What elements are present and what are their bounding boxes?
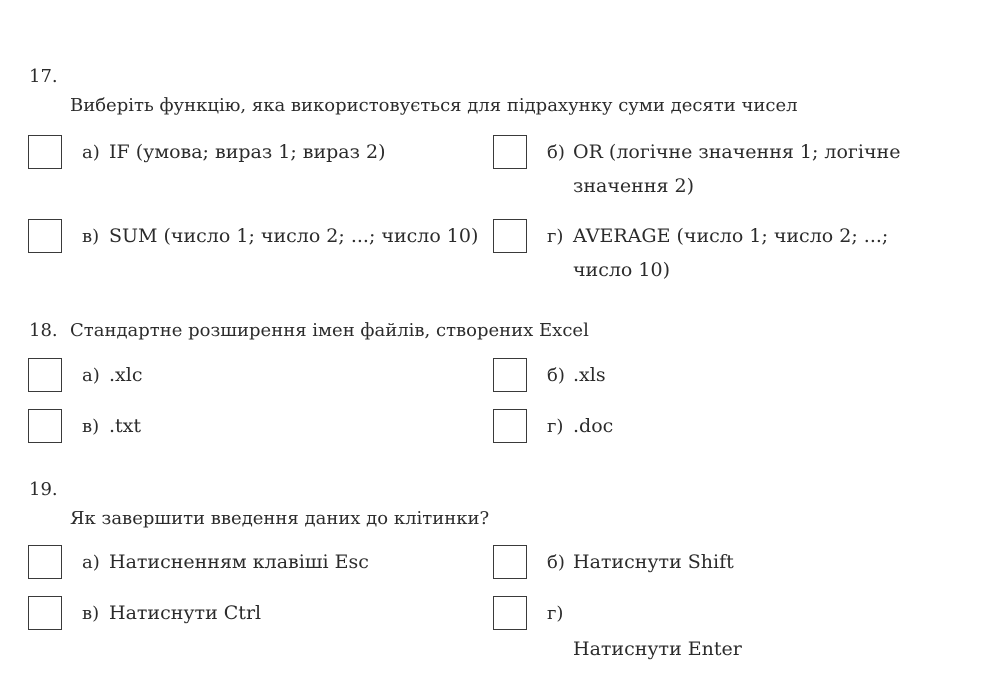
answer-checkbox-b[interactable] xyxy=(493,545,527,579)
option-text: Натиснути Enter xyxy=(573,638,742,660)
option-text: .xls xyxy=(573,364,606,386)
option-text: .txt xyxy=(109,415,142,437)
option-text: .doc xyxy=(573,415,614,437)
answer-checkbox-a[interactable] xyxy=(28,545,62,579)
answer-checkbox-b[interactable] xyxy=(493,135,527,169)
answer-checkbox-c[interactable] xyxy=(28,596,62,630)
option-letter: в) xyxy=(82,226,100,247)
answer-checkbox-a[interactable] xyxy=(28,358,62,392)
question-number: 19. xyxy=(29,479,58,500)
answer-checkbox-d[interactable] xyxy=(493,219,527,253)
option-letter: г) xyxy=(547,603,564,624)
question-text: Виберіть функцію, яка використовується для підрахунку суми десяти чисел xyxy=(70,95,798,116)
option-letter: б) xyxy=(547,365,565,386)
option-text: Натисненням клавіші Esc xyxy=(109,551,369,573)
answer-checkbox-c[interactable] xyxy=(28,219,62,253)
question-number: 18. xyxy=(29,320,58,341)
option-letter: б) xyxy=(547,142,565,163)
option-letter: б) xyxy=(547,552,565,573)
option-text: AVERAGE (число 1; число 2; ...; число 10) xyxy=(573,225,889,281)
option-letter: в) xyxy=(82,416,100,437)
option-text: Натиснути Shift xyxy=(573,551,734,573)
option-text: OR (логічне значення 1; логічне значення 2) xyxy=(573,141,901,197)
option-letter: в) xyxy=(82,603,100,624)
answer-checkbox-a[interactable] xyxy=(28,135,62,169)
question-number: 17. xyxy=(29,66,58,87)
answer-checkbox-c[interactable] xyxy=(28,409,62,443)
option-text: IF (умова; вираз 1; вираз 2) xyxy=(109,141,386,163)
option-letter: а) xyxy=(82,552,100,573)
answer-checkbox-d[interactable] xyxy=(493,596,527,630)
option-text: Натиснути Ctrl xyxy=(109,602,262,624)
option-text: .xlc xyxy=(109,364,143,386)
option-letter: а) xyxy=(82,142,100,163)
question-text: Стандартне розширення імен файлів, створених Excel xyxy=(70,320,589,341)
answer-checkbox-d[interactable] xyxy=(493,409,527,443)
option-letter: г) xyxy=(547,226,564,247)
option-letter: а) xyxy=(82,365,100,386)
answer-checkbox-b[interactable] xyxy=(493,358,527,392)
question-text: Як завершити введення даних до клітинки? xyxy=(70,508,490,529)
option-letter: г) xyxy=(547,416,564,437)
option-text: SUM (число 1; число 2; ...; число 10) xyxy=(109,225,479,247)
